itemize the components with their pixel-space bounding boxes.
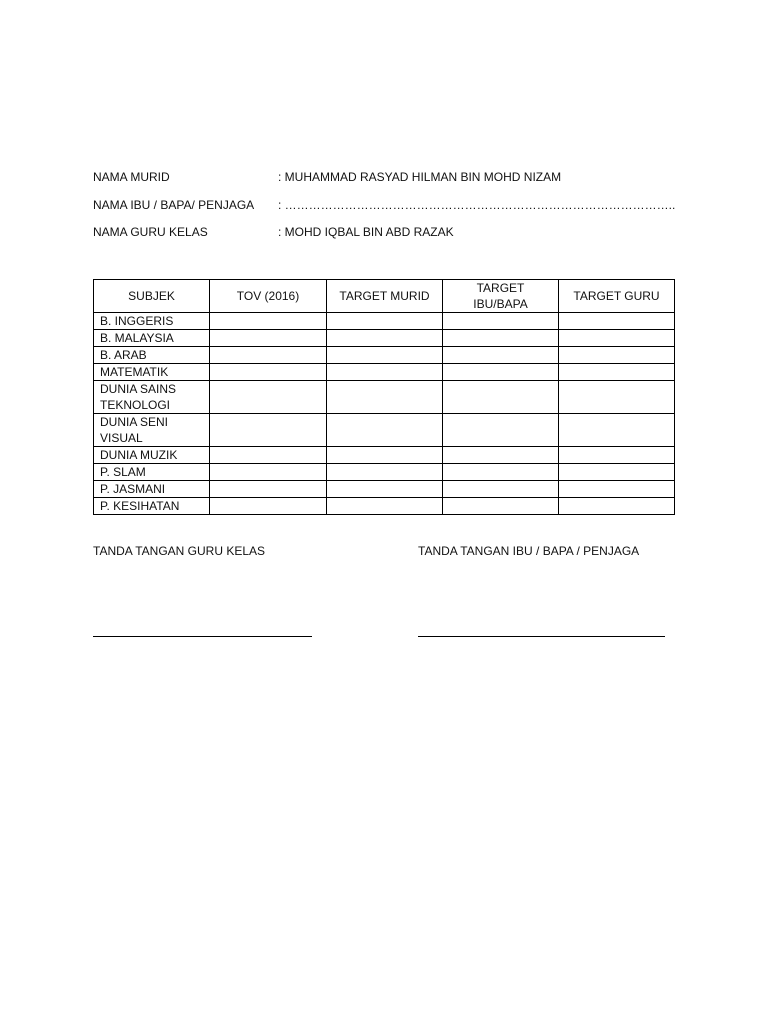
table-row [94, 414, 675, 447]
label-nama-penjaga: NAMA IBU / BAPA/ PENJAGA [93, 198, 255, 212]
target-ibu-bapa-cell[interactable] [443, 481, 559, 498]
target-ibu-bapa-cell[interactable] [443, 464, 559, 481]
subject-cell: P. KESIHATAN [94, 498, 210, 515]
signature-line-penjaga[interactable] [418, 636, 665, 637]
target-murid-cell[interactable] [327, 381, 443, 414]
table-row [94, 498, 675, 515]
label-nama-murid: NAMA MURID [93, 170, 170, 184]
tov-cell[interactable] [210, 330, 327, 347]
subject-cell: DUNIA SENI VISUAL [94, 414, 210, 447]
label-nama-guru: NAMA GURU KELAS [93, 225, 208, 239]
header-subjek: SUBJEK [94, 280, 210, 313]
tov-cell[interactable] [210, 381, 327, 414]
tov-cell[interactable] [210, 364, 327, 381]
target-ibu-bapa-cell[interactable] [443, 313, 559, 330]
target-murid-cell[interactable] [327, 414, 443, 447]
target-guru-cell[interactable] [559, 447, 675, 464]
target-guru-cell[interactable] [559, 364, 675, 381]
target-guru-cell[interactable] [559, 313, 675, 330]
target-murid-cell[interactable] [327, 330, 443, 347]
target-table [93, 279, 675, 515]
table-row [94, 313, 675, 330]
tov-cell[interactable] [210, 313, 327, 330]
target-guru-cell[interactable] [559, 464, 675, 481]
table-header-row [94, 280, 675, 313]
target-ibu-bapa-cell[interactable] [443, 347, 559, 364]
signature-label-guru: TANDA TANGAN GURU KELAS [93, 544, 266, 558]
target-ibu-bapa-cell[interactable] [443, 330, 559, 347]
subject-cell: B. MALAYSIA [94, 330, 210, 347]
tov-cell[interactable] [210, 481, 327, 498]
value-nama-guru: : MOHD IQBAL BIN ABD RAZAK [278, 225, 454, 239]
subject-cell: DUNIA SAINS TEKNOLOGI [94, 381, 210, 414]
tov-cell[interactable] [210, 464, 327, 481]
target-ibu-bapa-cell[interactable] [443, 414, 559, 447]
subject-cell: B. INGGERIS [94, 313, 210, 330]
tov-cell[interactable] [210, 347, 327, 364]
subject-cell: P. JASMANI [94, 481, 210, 498]
table-row [94, 381, 675, 414]
table-row [94, 464, 675, 481]
signature-label-penjaga: TANDA TANGAN IBU / BAPA / PENJAGA [418, 544, 640, 558]
subject-cell: DUNIA MUZIK [94, 447, 210, 464]
target-murid-cell[interactable] [327, 347, 443, 364]
target-guru-cell[interactable] [559, 414, 675, 447]
target-murid-cell[interactable] [327, 313, 443, 330]
target-guru-cell[interactable] [559, 498, 675, 515]
target-guru-cell[interactable] [559, 347, 675, 364]
target-ibu-bapa-cell[interactable] [443, 381, 559, 414]
signature-line-guru[interactable] [93, 636, 312, 637]
target-murid-cell[interactable] [327, 464, 443, 481]
target-ibu-bapa-cell[interactable] [443, 498, 559, 515]
subject-cell: P. SLAM [94, 464, 210, 481]
target-guru-cell[interactable] [559, 481, 675, 498]
target-murid-cell[interactable] [327, 364, 443, 381]
value-nama-murid: : MUHAMMAD RASYAD HILMAN BIN MOHD NIZAM [278, 170, 562, 184]
table-row [94, 364, 675, 381]
header-tov: TOV (2016) [210, 280, 327, 313]
table-row [94, 481, 675, 498]
subject-cell: B. ARAB [94, 347, 210, 364]
target-ibu-bapa-cell[interactable] [443, 364, 559, 381]
value-nama-penjaga: : …………………………………………………………………………………….. [278, 198, 676, 212]
target-murid-cell[interactable] [327, 447, 443, 464]
tov-cell[interactable] [210, 414, 327, 447]
table-row [94, 347, 675, 364]
target-ibu-bapa-cell[interactable] [443, 447, 559, 464]
subject-cell: MATEMATIK [94, 364, 210, 381]
table-row [94, 447, 675, 464]
target-guru-cell[interactable] [559, 330, 675, 347]
table-row [94, 330, 675, 347]
header-target-murid: TARGET MURID [327, 280, 443, 313]
target-guru-cell[interactable] [559, 381, 675, 414]
tov-cell[interactable] [210, 498, 327, 515]
target-murid-cell[interactable] [327, 498, 443, 515]
header-target-guru: TARGET GURU [559, 280, 675, 313]
target-murid-cell[interactable] [327, 481, 443, 498]
header-target-ibu-bapa: TARGET IBU/BAPA [443, 280, 559, 313]
tov-cell[interactable] [210, 447, 327, 464]
